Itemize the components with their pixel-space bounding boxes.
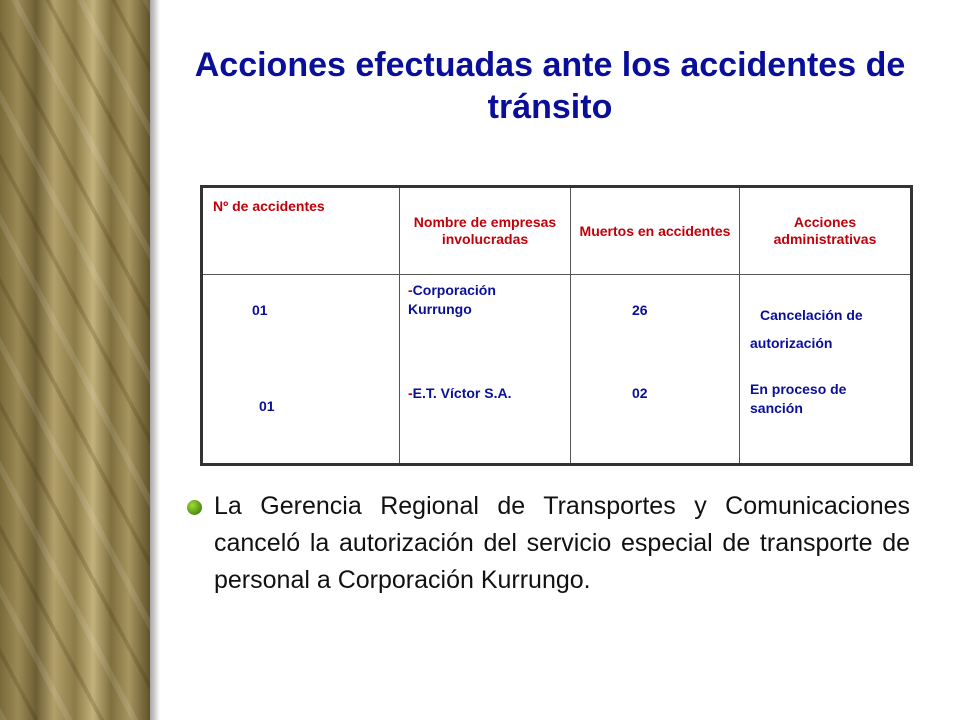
decorative-left-border bbox=[0, 0, 150, 720]
company-entry-1 bbox=[408, 281, 548, 319]
company-dash-2: - bbox=[408, 385, 413, 401]
deaths-value-1: 26 bbox=[632, 302, 648, 318]
slide-title: Acciones efectuadas ante los accidentes de tránsito bbox=[194, 46, 906, 126]
table-header-row bbox=[202, 187, 912, 275]
cell-deaths bbox=[571, 275, 740, 465]
cell-admin-actions bbox=[740, 275, 912, 465]
company-dash-1: - bbox=[408, 282, 413, 298]
accidents-table bbox=[200, 185, 913, 466]
bullet-paragraph: La Gerencia Regional de Transportes y Comunicaciones canceló la autorización del servicio especial de transporte de personal a Corporación Kurrungo. bbox=[214, 492, 910, 594]
cell-companies bbox=[400, 275, 571, 465]
company-name-1: Corporación Kurrungo bbox=[408, 282, 496, 317]
deaths-value-2: 02 bbox=[632, 385, 648, 401]
header-deaths: Muertos en accidentes bbox=[571, 187, 740, 275]
company-name-2: E.T. Víctor S.A. bbox=[412, 385, 512, 401]
header-accidents-count: Nº de accidentes bbox=[202, 187, 400, 275]
action-value-2: En proceso de sanción bbox=[750, 381, 847, 416]
header-companies: Nombre de empresas involucradas bbox=[400, 187, 571, 275]
company-entry-2 bbox=[408, 384, 558, 403]
accidents-value-2: 01 bbox=[259, 398, 275, 414]
cell-accidents bbox=[202, 275, 400, 465]
header-admin-actions: Acciones administrativas bbox=[740, 187, 912, 275]
action-value-1: Cancelación de autorización bbox=[750, 307, 863, 351]
table-row bbox=[202, 275, 912, 465]
accidents-value-1: 01 bbox=[252, 302, 268, 318]
bullet-icon bbox=[187, 500, 202, 515]
